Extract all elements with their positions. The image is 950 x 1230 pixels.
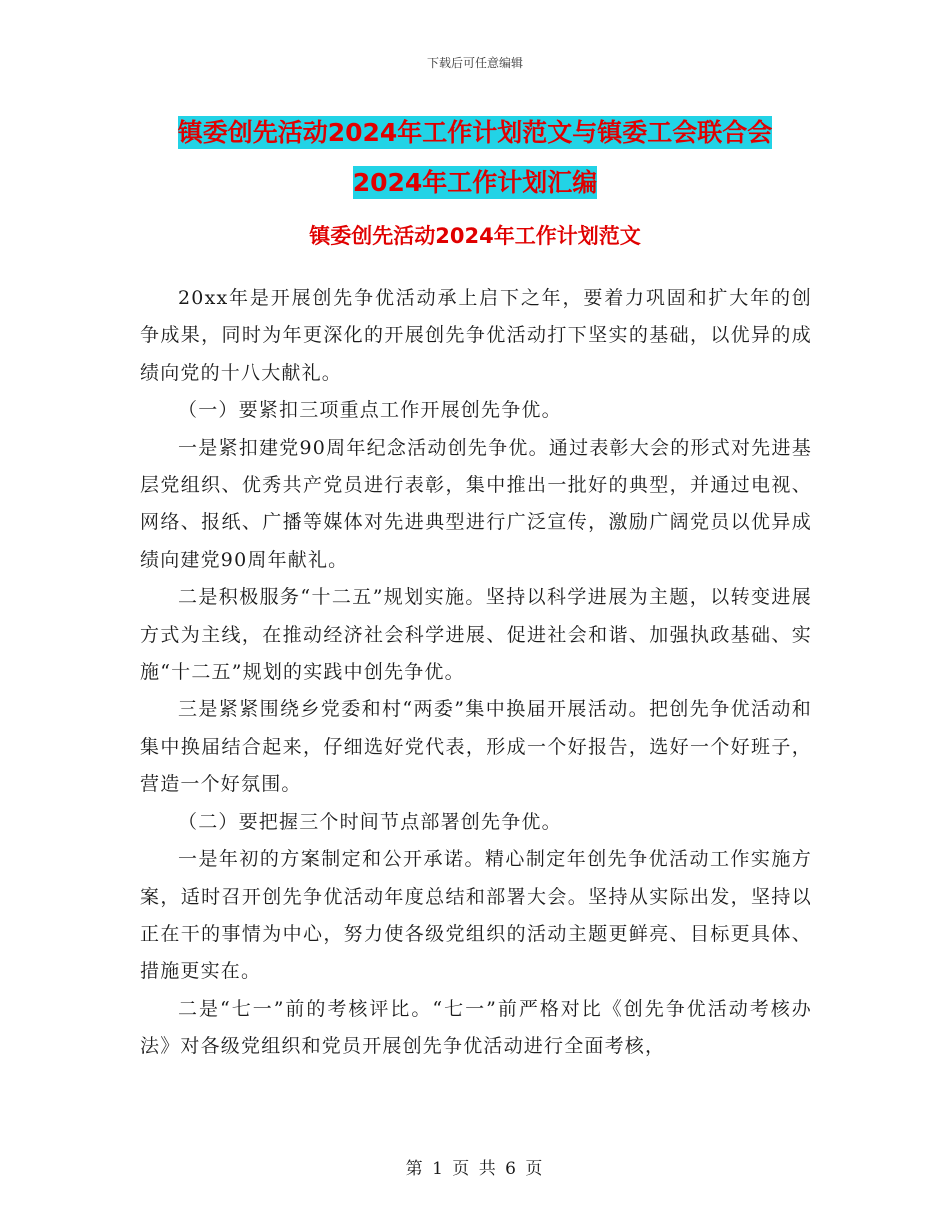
paragraph: （二）要把握三个时间节点部署创先争优。 (178, 810, 562, 833)
document-body (140, 280, 812, 1066)
document-title (140, 108, 810, 208)
title-line-2: 2024年工作计划汇编 (352, 168, 598, 197)
paragraph: 20xx年是开展创先争优活动承上启下之年，要着力巩固和扩大年的创争成果，同时为年更深化的开展创先争优活动打下坚实的基础，以优异的成绩向党的十八大献礼。 (140, 287, 812, 384)
paragraph: 一是紧扣建党90周年纪念活动创先争优。通过表彰大会的形式对先进基层党组织、优秀共产党员进行表彰，集中推出一批好的典型，并通过电视、网络、报纸、广播等媒体对先进典型进行广泛宣传，激励广阔党员以优异成绩向建党90周年献礼。 (140, 436, 812, 571)
paragraph: （一）要紧扣三项重点工作开展创先争优。 (178, 399, 562, 422)
paragraph: 一是年初的方案制定和公开承诺。精心制定年创先争优活动工作实施方案，适时召开创先争优活动年度总结和部署大会。坚持从实际出发，坚持以正在干的事情为中心，努力使各级党组织的活动主题更鲜亮、目标更具体、措施更实在。 (140, 848, 812, 983)
title-line-1: 镇委创先活动2024年工作计划范文与镇委工会联合会 (177, 118, 773, 147)
paragraph: 二是“七一”前的考核评比。“七一”前严格对比《创先争优活动考核办法》对各级党组织和党员开展创先争优活动进行全面考核， (140, 997, 812, 1058)
section-title: 镇委创先活动2024年工作计划范文 (309, 224, 641, 248)
paragraph: 二是积极服务“十二五”规划实施。坚持以科学进展为主题，以转变进展方式为主线，在推动经济社会科学进展、促进社会和谐、加强执政基础、实施“十二五”规划的实践中创先争优。 (140, 586, 812, 684)
page-footer: 第 1 页 共 6 页 (405, 1159, 545, 1179)
paragraph: 三是紧紧围绕乡党委和村“两委”集中换届开展活动。把创先争优活动和集中换届结合起来，仔细选好党代表，形成一个好报告，选好一个好班子，营造一个好氛围。 (140, 698, 812, 796)
header-note: 下载后可任意编辑 (426, 56, 523, 70)
